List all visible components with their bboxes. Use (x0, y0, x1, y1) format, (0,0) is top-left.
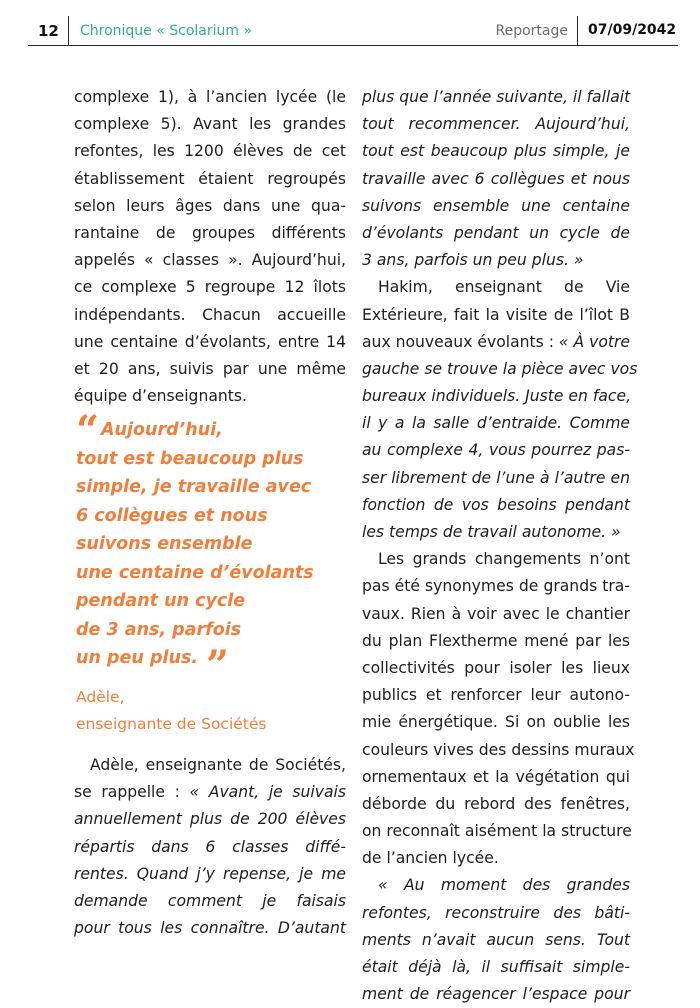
pull-quote-line (76, 407, 336, 454)
text-line: une centaine d’évolants, entre 14 (74, 332, 346, 351)
pull-quote-text: Aujourd’hui, (101, 420, 223, 440)
text-line: rantaine de groupes différents (74, 223, 346, 242)
text-line: refontes, reconstruire des bâti- (362, 903, 630, 922)
pull-quote-line (76, 642, 336, 689)
text-line: travaille avec 6 collègues et nous (362, 169, 630, 188)
pull-quote-line: de 3 ans, parfois (76, 619, 242, 640)
pull-quote (76, 407, 336, 689)
pull-quote-line: simple, je travaille avec (76, 477, 312, 497)
text-line: de l’ancien lycée. (362, 849, 499, 868)
text-line: mie énergétique. Si on oublie les (362, 713, 630, 732)
text-line: fonction de vos besoins pendant (362, 495, 630, 514)
pull-quote-line: suivons ensemble (76, 534, 253, 554)
issue-date: 07/09/2042 (588, 22, 677, 38)
page-header (0, 0, 700, 46)
text-line: publics et renforcer leur autono- (362, 686, 630, 705)
text-line: refontes, les 1200 élèves de cet (74, 142, 346, 161)
text-run-italic: « Avant, je suivais (189, 783, 346, 802)
text-line: ser librement de l’une à l’autre en (362, 468, 630, 487)
text-line: Les grands changements n’ont (378, 550, 630, 569)
pull-quote-line: pendant un cycle (76, 591, 246, 611)
text-line: ment de réagencer l’espace pour (362, 985, 630, 1004)
pull-quote-line: 6 collègues et nous (76, 505, 268, 526)
text-line: établissement étaient regroupés (74, 169, 346, 188)
open-quote-icon: “ (76, 407, 96, 454)
text-line: les temps de travail autonome. » (362, 523, 621, 541)
text-run-italic: « À votre (558, 332, 631, 351)
text-line: appelés « classes ». Aujourd’hui, (74, 251, 346, 270)
text-line: déborde du rebord des fenêtres, (362, 794, 630, 813)
text-line: bureaux individuels. Juste en face, (362, 387, 632, 406)
text-line: indépendants. Chacun accueille (74, 305, 346, 324)
text-line: complexe 1), à l’ancien lycée (le (74, 88, 346, 106)
text-line: selon leurs âges dans une qua- (74, 196, 346, 215)
text-line: couleurs vives des dessins muraux (362, 740, 635, 759)
attribution-name: Adèle, (76, 688, 125, 706)
header-rule (28, 45, 678, 46)
text-line: rentes. Quand j’y repense, je me (74, 864, 346, 883)
section-label: Reportage (495, 23, 568, 39)
text-line: 3 ans, parfois un peu plus. » (362, 251, 584, 270)
text-line: et 20 ans, suivis par une même (74, 359, 346, 378)
text-line: tout recommencer. Aujourd’hui, (362, 115, 630, 134)
text-run: aux nouveaux évolants : (362, 332, 559, 351)
left-column-paragraph-1 (74, 84, 346, 410)
text-line: on reconnaît aisément la structure (362, 822, 632, 841)
text-line: demande comment je faisais (74, 891, 346, 910)
close-quote-icon: ” (206, 642, 226, 689)
text-line: ments n’avait aucun sens. Tout (362, 930, 630, 949)
pull-quote-line: tout est beaucoup plus (76, 448, 304, 469)
text-line: du plan Flextherme mené par les (362, 631, 630, 650)
text-line: complexe 5). Avant les grandes (74, 115, 346, 134)
text-line (362, 329, 630, 356)
text-line: Adèle, enseignante de Sociétés, (90, 756, 346, 774)
attribution-role: enseignante de Sociétés (76, 715, 267, 733)
chronicle-title: Chronique « Scolarium » (80, 23, 253, 39)
text-line: suivons ensemble une centaine (362, 196, 630, 215)
header-divider (577, 16, 578, 46)
pull-quote-text: un peu plus. (76, 648, 199, 668)
text-line: tout est beaucoup plus simple, je (362, 142, 630, 161)
text-line: il y a la salle d’entraide. Comme (362, 414, 630, 433)
text-line: pour tous les connaître. D’autant (74, 919, 346, 938)
right-column (362, 84, 638, 1008)
text-line: ornementaux et la végétation qui (362, 767, 630, 786)
text-line: « Au moment des grandes (378, 876, 630, 895)
text-line: vaux. Rien à voir avec le chantier (362, 604, 630, 623)
pull-quote-line: une centaine d’évolants (76, 562, 314, 583)
text-line: Extérieure, fait la visite de l’îlot B (362, 305, 630, 324)
text-line (74, 779, 346, 806)
text-line: collectivités pour isoler les lieux (362, 658, 630, 677)
text-line: ce complexe 5 regroupe 12 îlots (74, 278, 346, 297)
text-line: pas été synonymes de grands tra- (362, 577, 630, 596)
text-line: était déjà là, il suffisait simple- (362, 958, 630, 976)
text-line: au complexe 4, vous pourrez pas- (362, 441, 630, 460)
pull-quote-attribution (76, 684, 266, 738)
text-line: équipe d’enseignants. (74, 387, 247, 406)
page-number: 12 (38, 22, 59, 40)
text-line: répartis dans 6 classes diffé- (74, 837, 346, 856)
text-line: Hakim, enseignant de Vie (378, 278, 630, 297)
text-line: annuellement plus de 200 élèves (74, 810, 346, 829)
left-column-paragraph-2 (74, 752, 346, 942)
header-divider (68, 16, 69, 46)
text-line: d’évolants pendant un cycle de (362, 223, 630, 242)
text-line: gauche se trouve la pièce avec vos (362, 359, 638, 378)
text-run: se rappelle : (74, 783, 190, 802)
text-line: plus que l’année suivante, il fallait (362, 88, 631, 106)
